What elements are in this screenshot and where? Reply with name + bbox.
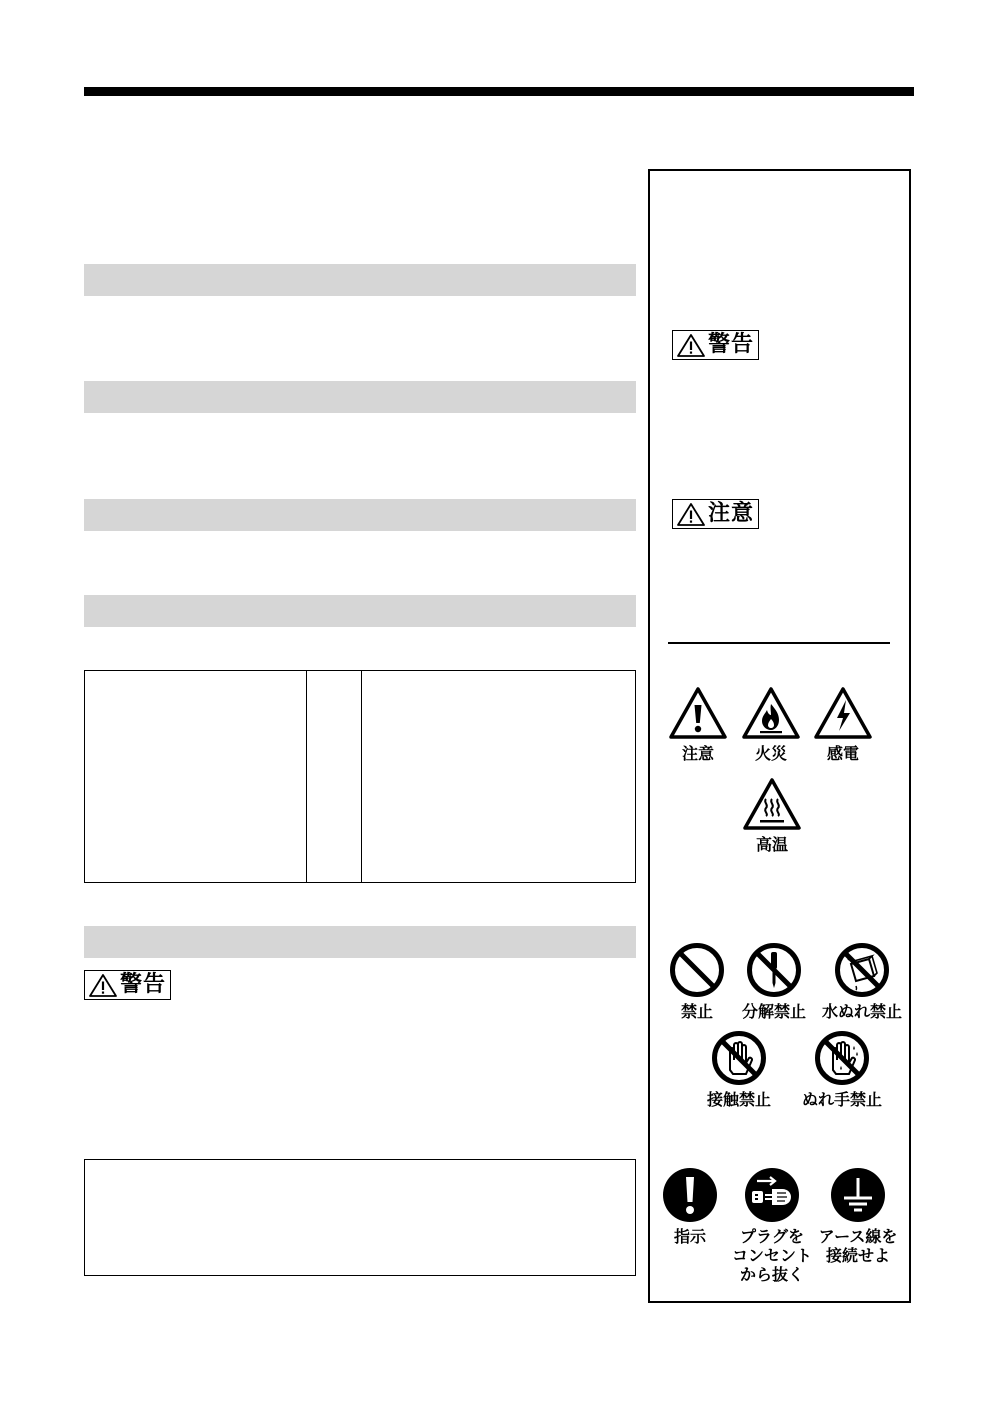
- prohibited-icon: [669, 942, 725, 998]
- instruction-unplug-label: [732, 1227, 812, 1284]
- instruction-unplug: [725, 1167, 819, 1284]
- unplug-label-line-3: から抜く: [739, 1265, 804, 1284]
- unplug-label-line-2: コンセント: [731, 1246, 812, 1265]
- unplug-label-line-1: プラグを: [739, 1227, 804, 1246]
- section-bar-5: [84, 926, 636, 958]
- caution-triangle-icon: [676, 502, 706, 527]
- prohibit-water-label: 水ぬれ禁止: [821, 1002, 902, 1021]
- no-touch-icon: [711, 1030, 767, 1086]
- instruction-ground: [812, 1167, 904, 1265]
- hazard-high-temp-label: 高温: [755, 835, 788, 854]
- prohibit-wet-hands-label: ぬれ手禁止: [801, 1090, 882, 1109]
- prohibit-disassembly-label: 分解禁止: [741, 1002, 806, 1021]
- top-rule: [84, 87, 914, 96]
- prohibit-touch: [700, 1030, 778, 1109]
- hazard-fire: [740, 686, 802, 763]
- three-column-table: [84, 670, 636, 883]
- prohibit-general-label: 禁止: [680, 1002, 713, 1021]
- section-bar-4: [84, 595, 636, 627]
- table-divider-2: [361, 671, 362, 882]
- instruction-general: [660, 1167, 720, 1246]
- panel-warning-badge: [672, 330, 759, 360]
- no-disassembly-icon: [746, 942, 802, 998]
- table-divider-1: [306, 671, 307, 882]
- unplug-icon: [744, 1167, 800, 1223]
- warning-triangle-icon: [88, 973, 118, 998]
- panel-caution-badge: [672, 499, 759, 529]
- electric-shock-triangle-icon: [813, 686, 873, 740]
- ground-label-line-1: アース線を: [818, 1227, 898, 1246]
- prohibit-water: [817, 942, 907, 1021]
- prohibit-touch-label: 接触禁止: [706, 1090, 771, 1109]
- hazard-caution-label: 注意: [681, 744, 714, 763]
- instruction-ground-label: [819, 1227, 898, 1265]
- warning-triangle-icon: [676, 333, 706, 358]
- prohibit-wet-hands: [797, 1030, 887, 1109]
- instruction-icon: [662, 1167, 718, 1223]
- hazard-electric-label: 感電: [826, 744, 859, 763]
- prohibit-general: [668, 942, 726, 1021]
- ground-icon: [830, 1167, 886, 1223]
- hazard-fire-label: 火災: [754, 744, 787, 763]
- no-wet-hands-icon: [814, 1030, 870, 1086]
- warning-badge-label: 警告: [120, 972, 167, 997]
- caution-triangle-icon: [668, 686, 728, 740]
- warning-badge: [84, 970, 171, 1000]
- panel-divider: [668, 642, 890, 644]
- hazard-caution: [667, 686, 729, 763]
- instruction-general-label: 指示: [673, 1227, 706, 1246]
- section-bar-1: [84, 264, 636, 296]
- high-temperature-triangle-icon: [742, 777, 802, 831]
- panel-warning-label: 警告: [708, 332, 755, 357]
- fire-triangle-icon: [741, 686, 801, 740]
- no-water-icon: [834, 942, 890, 998]
- prohibit-disassembly: [738, 942, 810, 1021]
- section-bar-3: [84, 499, 636, 531]
- hazard-electric: [812, 686, 874, 763]
- note-box: [84, 1159, 636, 1276]
- panel-caution-label: 注意: [708, 501, 755, 526]
- hazard-high-temp: [741, 777, 803, 854]
- section-bar-2: [84, 381, 636, 413]
- ground-label-line-2: 接続せよ: [825, 1246, 890, 1265]
